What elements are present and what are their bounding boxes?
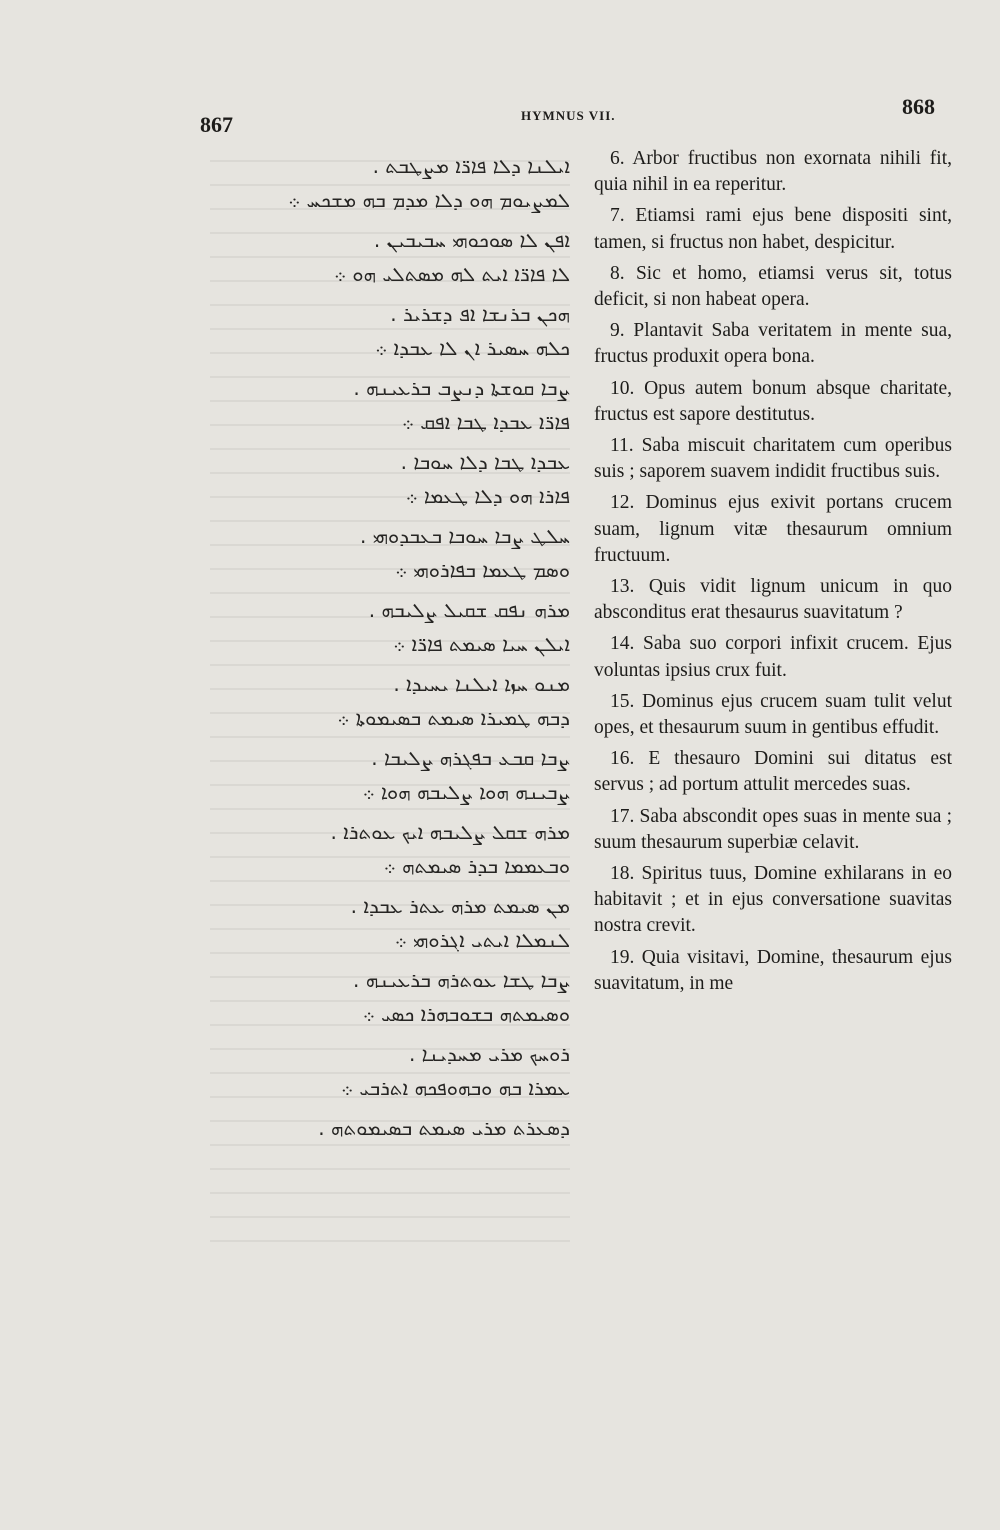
syriac-line: ܦܐܪ̈ܐ ܥܒܕܐ ܛܒܐ ܐܦܩ ܀ bbox=[401, 409, 570, 434]
syriac-line: ܦܐܪܐ ܗܘ ܕܠܐ ܛܥܡܐ ܀ bbox=[405, 483, 570, 508]
latin-verse: 11. Saba miscuit charitatem cum operibus suis ; saporem suavem indidit fructibus suis. bbox=[594, 435, 952, 483]
syriac-line: ܐܝܠܢ ܚܝܐ ܣܝܡܬ ܦܐܪ̈ܐ ܀ bbox=[393, 631, 570, 656]
syriac-line: ܕܒܗ ܛܡܝܪܐ ܣܝܡܬ ܒܣܝܡܘܬܐ ܀ bbox=[337, 705, 570, 730]
syriac-line: ܨܒܐ ܩܘܫܬܐ ܕܢܨܒ ܒܪܥܝܢܗ . bbox=[353, 376, 570, 400]
latin-verse: 8. Sic et homo, etiamsi verus sit, totus deficit, si non habeat opera. bbox=[594, 262, 952, 311]
latin-verse: 12. Dominus ejus exivit portans crucem suam, lignum vitæ thesaurum omnium fructuum. bbox=[594, 492, 952, 566]
syriac-line: ܥܒܕܐ ܛܒܐ ܕܠܐ ܚܘܒܐ . bbox=[400, 450, 570, 474]
latin-verse: 9. Plantavit Saba veritatem in mente sua, fructus produxit opera bona. bbox=[594, 320, 952, 368]
syriac-line: ܥܡܪܐ ܒܗ ܘܒܗܘܦܟܗ ܐܬܪܒܝ ܀ bbox=[340, 1075, 570, 1100]
syriac-line: ܡܢܘ ܚܙܐ ܐܝܠܢܐ ܝܚܝܕܐ . bbox=[393, 672, 570, 696]
latin-verse: 14. Saba suo corpori infixit crucem. Ejus voluntas ipsius crux fuit. bbox=[594, 633, 952, 681]
latin-verse: 6. Arbor fructibus non exornata nihili fit, quia nihil in ea reperitur. bbox=[594, 148, 952, 196]
syriac-line: ܪܘܚܟ ܡܪܝ ܡܚܕܝܢܐ . bbox=[408, 1042, 570, 1066]
syriac-line: ܐܝܠܢܐ ܕܠܐ ܦܐܪ̈ܐ ܡܨܛܒܬ . bbox=[372, 154, 570, 178]
syriac-line: ܠܢܡܠܐ ܐܝܬܝ ܐܓܪܘܗܝ ܀ bbox=[394, 927, 570, 952]
syriac-line: ܠܡܨܝܘܡ ܗܘ ܕܠܐ ܡܕܡ ܒܗ ܡܫܟܚ ܀ bbox=[288, 187, 570, 212]
syriac-line: ܐܦܢ ܠܐ ܣܘܟܘܗܝ ܚܒܝܒܝܢ . bbox=[373, 228, 570, 252]
syriac-line: ܚܠܛ ܨܒܐ ܚܘܒܐ ܒܥܒܕܘܗܝ . bbox=[360, 524, 570, 548]
syriac-line: ܘܣܡ ܛܥܡܐ ܒܦܐܪܘܗܝ ܀ bbox=[395, 557, 570, 582]
latin-verse: 10. Opus autem bonum absque charitate, fructus est sapore destitutus. bbox=[594, 377, 952, 425]
syriac-line: ܠܐ ܦܐܪ̈ܐ ܐܝܬ ܠܗ ܡܣܬܠܝ ܗܘ ܀ bbox=[334, 261, 570, 286]
syriac-line: ܨܒܐ ܛܫܐ ܥܘܬܪܗ ܒܪܥܝܢܗ . bbox=[353, 968, 570, 992]
syriac-line: ܡܢ ܣܝܡܬ ܡܪܗ ܥܬܪ ܥܒܕܐ . bbox=[350, 894, 570, 918]
latin-verse: 17. Saba abscondit opes suas in mente sua ; suum thesaurum superbiæ celavit. bbox=[594, 805, 952, 853]
latin-verse: 15. Dominus ejus crucem suam tulit velut opes, et thesaurum suum in gentibus effudit. bbox=[594, 690, 952, 739]
syriac-line: ܡܪܗ ܫܩܠ ܨܠܝܒܗ ܐܝܟ ܥܘܬܪܐ . bbox=[330, 820, 570, 844]
latin-verse: 19. Quia visitavi, Domine, thesaurum ejus suavitatum, in me bbox=[594, 946, 952, 994]
running-head: HYMNUS VII. bbox=[521, 108, 616, 123]
latin-verse: 7. Etiamsi rami ejus bene dispositi sint, tamen, si fructus non habet, despicitur. bbox=[594, 205, 952, 253]
syriac-line: ܘܣܝܡܬܗ ܒܫܘܒܗܪܐ ܟܣܝ ܀ bbox=[362, 1001, 570, 1026]
syriac-column bbox=[200, 150, 570, 1146]
syriac-line: ܨܒܐ ܩܒܥ ܒܦܓܪܗ ܨܠܝܒܐ . bbox=[371, 746, 570, 770]
latin-verse: 16. E thesauro Domini sui ditatus est servus ; ad portum attulit mercedes suas. bbox=[594, 748, 952, 796]
latin-verse: 18. Spiritus tuus, Domine exhilarans in eo habitavit ; et in ejus conversatione suavitas nostra crevit. bbox=[594, 863, 952, 937]
syriac-line: ܕܣܥܪܬ ܡܪܝ ܣܝܡܬ ܒܣܝܡܘܬܗ . bbox=[318, 1116, 570, 1140]
latin-verse: 13. Quis vidit lignum unicum in quo absconditus erat thesaurus suavitatum ? bbox=[594, 576, 952, 624]
syriac-line: ܗܟܢ ܒܪܢܫܐ ܐܦ ܕܫܪܝܪ . bbox=[390, 302, 570, 326]
syriac-line: ܟܠܗ ܚܣܝܪ ܐܢ ܠܐ ܥܒܕܐ ܀ bbox=[375, 335, 570, 360]
left-page-number: 867 bbox=[200, 112, 233, 137]
syriac-line: ܘܒܥܡܡܐ ܒܕܪ ܣܝܡܬܗ ܀ bbox=[383, 853, 570, 878]
syriac-line: ܡܪܗ ܢܦܩ ܫܩܝܠ ܨܠܝܒܗ . bbox=[368, 598, 570, 622]
syriac-line: ܨܒܝܢܗ ܗܘܐ ܨܠܝܒܗ ܗܘܐ ܀ bbox=[362, 779, 570, 804]
right-page-number: 868 bbox=[902, 94, 935, 119]
latin-column bbox=[594, 146, 952, 1002]
